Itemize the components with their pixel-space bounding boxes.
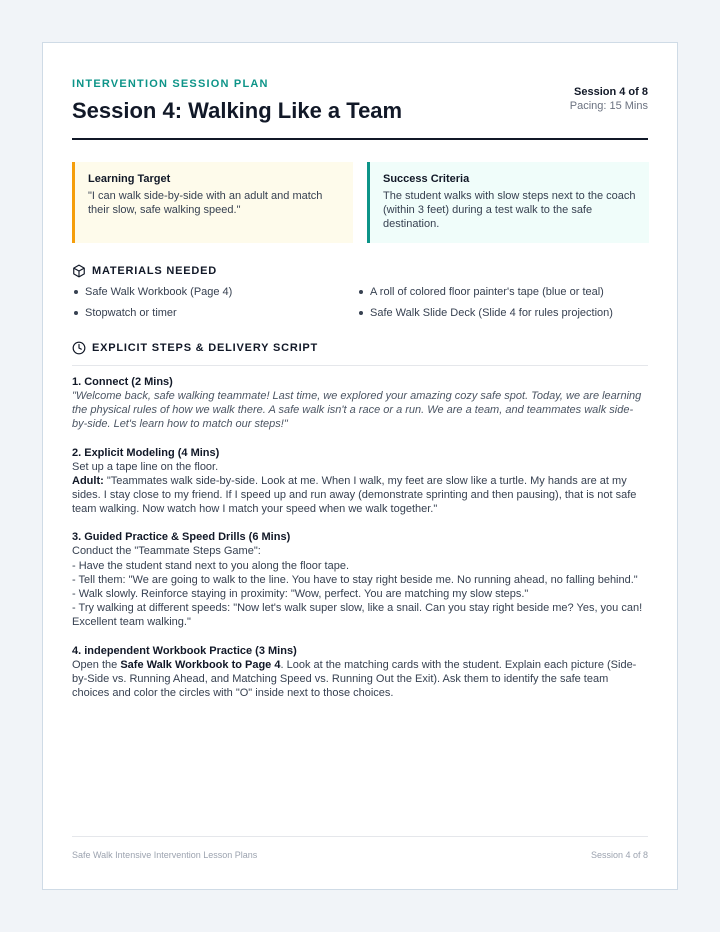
step-title: 2. Explicit Modeling (4 Mins) <box>72 446 220 459</box>
list-item: Safe Walk Workbook (Page 4) <box>72 285 357 299</box>
step-script: "Welcome back, safe walking teammate! Last time, we explored your amazing cozy safe spot. Today, we are learning the physical rules of how we walk there. A safe walk isn't a race or a run. We are a team, and teammates walk side-by-side. Let's learn how to match our steps!" <box>72 390 642 431</box>
step-adult-line <box>72 474 648 517</box>
step-connect <box>72 375 648 432</box>
step-title: 1. Connect (2 Mins) <box>72 376 173 388</box>
page-footer <box>72 836 648 860</box>
step-text-post: . Look at the matching cards with the student. Explain each picture (Side-by-Side vs. Running Ahead, and Matching Speed vs. Running Out the Exit). Ask them to identify the safe team choices and color the circles with "O" inside next to those choices. <box>72 658 637 700</box>
step-text: Conduct the "Teammate Steps Game": <box>72 545 261 558</box>
header-divider <box>72 138 648 140</box>
step-text: - Tell them: "We are going to walk to the line. You have to stay right beside me. No running ahead, no falling behind." <box>72 573 638 586</box>
lesson-plan-page <box>42 42 678 890</box>
page-title: Session 4: Walking Like a Team <box>72 98 403 123</box>
clock-icon <box>72 341 86 355</box>
steps-body <box>72 375 648 714</box>
workbook-reference: Safe Walk Workbook to Page 4 <box>120 658 281 671</box>
materials-list <box>72 285 648 320</box>
footer-title: Safe Walk Intensive Intervention Lesson Plans <box>72 850 258 860</box>
success-criteria-heading: Success Criteria <box>383 173 470 185</box>
learning-target-text: "I can walk side-by-side with an adult and match their slow, safe walking speed." <box>88 190 323 216</box>
step-title: 4. independent Workbook Practice (3 Mins) <box>72 644 297 657</box>
steps-heading-label: EXPLICIT STEPS & DELIVERY SCRIPT <box>92 342 319 354</box>
step-modeling <box>72 446 648 517</box>
step-text-pre: Open the <box>72 658 121 671</box>
list-item: A roll of colored floor painter's tape (blue or teal) <box>357 285 642 299</box>
box-icon <box>72 264 86 278</box>
adult-label: Adult: <box>72 474 104 487</box>
success-criteria-text: The student walks with slow steps next to the coach (within 3 feet) during a test walk to the safe destination. <box>383 190 636 230</box>
step-title: 3. Guided Practice & Speed Drills (6 Mins) <box>72 531 291 544</box>
session-number: Session 4 of 8 <box>574 86 648 98</box>
eyebrow-label: INTERVENTION SESSION PLAN <box>72 78 269 90</box>
list-item: Stopwatch or timer <box>72 306 357 320</box>
session-meta <box>570 85 648 113</box>
success-criteria-box <box>367 162 649 243</box>
step-guided-practice <box>72 530 648 629</box>
step-text: - Walk slowly. Reinforce staying in proximity: "Wow, perfect. You are matching my slow steps." <box>72 588 529 601</box>
footer-page-number: Session 4 of 8 <box>590 850 648 860</box>
steps-heading <box>72 341 648 366</box>
step-workbook-practice <box>72 644 648 701</box>
learning-target-heading: Learning Target <box>88 173 171 185</box>
learning-target-box <box>72 162 353 243</box>
step-text: Set up a tape line on the floor. <box>72 460 219 473</box>
adult-text: "Teammates walk side-by-side. Look at me. When I walk, my feet are slow like a turtle. My hands are at my sides. I stay close to my friend. If I speed up and run away (demonstrate sprinting and then pausing), that is not safe team walking. Now watch how I match your speed when we walk together." <box>72 474 637 516</box>
materials-heading-label: MATERIALS NEEDED <box>92 265 218 277</box>
step-text <box>72 658 648 701</box>
list-item: Safe Walk Slide Deck (Slide 4 for rules projection) <box>357 306 642 320</box>
step-text: - Try walking at different speeds: "Now let's walk super slow, like a snail. Can you stay right beside me? Yes, you can! Excellent team walking." <box>72 602 643 629</box>
step-text: - Have the student stand next to you along the floor tape. <box>72 559 350 572</box>
materials-heading <box>72 264 648 278</box>
pacing-label: Pacing: 15 Mins <box>569 100 648 112</box>
